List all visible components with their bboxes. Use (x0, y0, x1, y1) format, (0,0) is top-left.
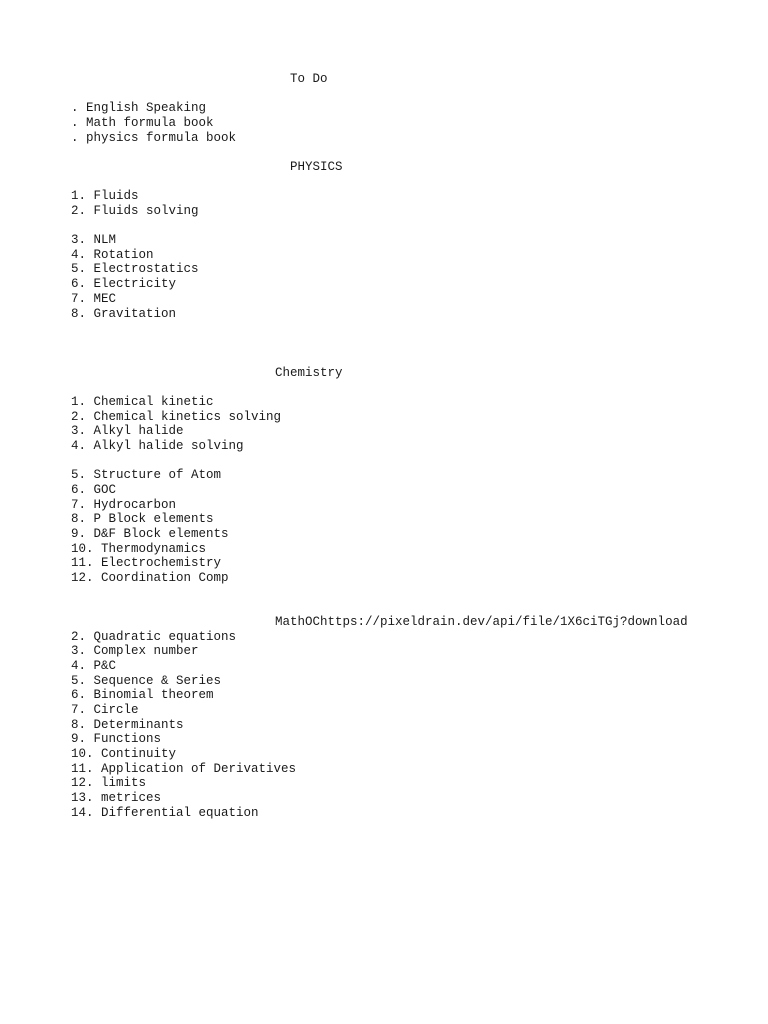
physics-item: 1. Fluids (71, 189, 139, 203)
maths-item: 10. Continuity (71, 747, 177, 761)
chemistry-item: 12. Coordination Comp (71, 571, 229, 585)
physics-heading: PHYSICS (290, 160, 343, 174)
chemistry-item: 7. Hydrocarbon (71, 498, 177, 512)
chemistry-item: 3. Alkyl halide (71, 424, 184, 438)
physics-item: 6. Electricity (71, 277, 177, 291)
chemistry-item: 1. Chemical kinetic (71, 395, 214, 409)
chemistry-item: 10. Thermodynamics (71, 542, 207, 556)
chemistry-item: 9. D&F Block elements (71, 527, 229, 541)
todo-item: . physics formula book (71, 131, 237, 145)
physics-item: 8. Gravitation (71, 307, 177, 321)
chemistry-heading: Chemistry (275, 366, 343, 380)
todo-item: . English Speaking (71, 101, 207, 115)
physics-item: 4. Rotation (71, 248, 154, 262)
chemistry-item: 6. GOC (71, 483, 117, 497)
maths-item: 9. Functions (71, 732, 162, 746)
todo-heading: To Do (290, 72, 328, 86)
maths-item: 7. Circle (71, 703, 139, 717)
maths-item: 13. metrices (71, 791, 162, 805)
maths-item: 6. Binomial theorem (71, 688, 214, 702)
maths-item: 5. Sequence & Series (71, 674, 222, 688)
maths-item: 14. Differential equation (71, 806, 259, 820)
maths-item: 2. Quadratic equations (71, 630, 237, 644)
todo-item: . Math formula book (71, 116, 214, 130)
physics-item: 5. Electrostatics (71, 262, 199, 276)
chemistry-item: 8. P Block elements (71, 512, 214, 526)
maths-heading: MathOChttps://pixeldrain.dev/api/file/1X6ciTGj?download (275, 615, 688, 629)
chemistry-item: 4. Alkyl halide solving (71, 439, 244, 453)
chemistry-item: 11. Electrochemistry (71, 556, 222, 570)
maths-item: 8. Determinants (71, 718, 184, 732)
physics-item: 2. Fluids solving (71, 204, 199, 218)
maths-item: 12. limits (71, 776, 147, 790)
chemistry-item: 2. Chemical kinetics solving (71, 410, 282, 424)
maths-item: 4. P&C (71, 659, 117, 673)
physics-item: 3. NLM (71, 233, 117, 247)
maths-item: 3. Complex number (71, 644, 199, 658)
maths-item: 11. Application of Derivatives (71, 762, 297, 776)
physics-item: 7. MEC (71, 292, 117, 306)
chemistry-item: 5. Structure of Atom (71, 468, 222, 482)
